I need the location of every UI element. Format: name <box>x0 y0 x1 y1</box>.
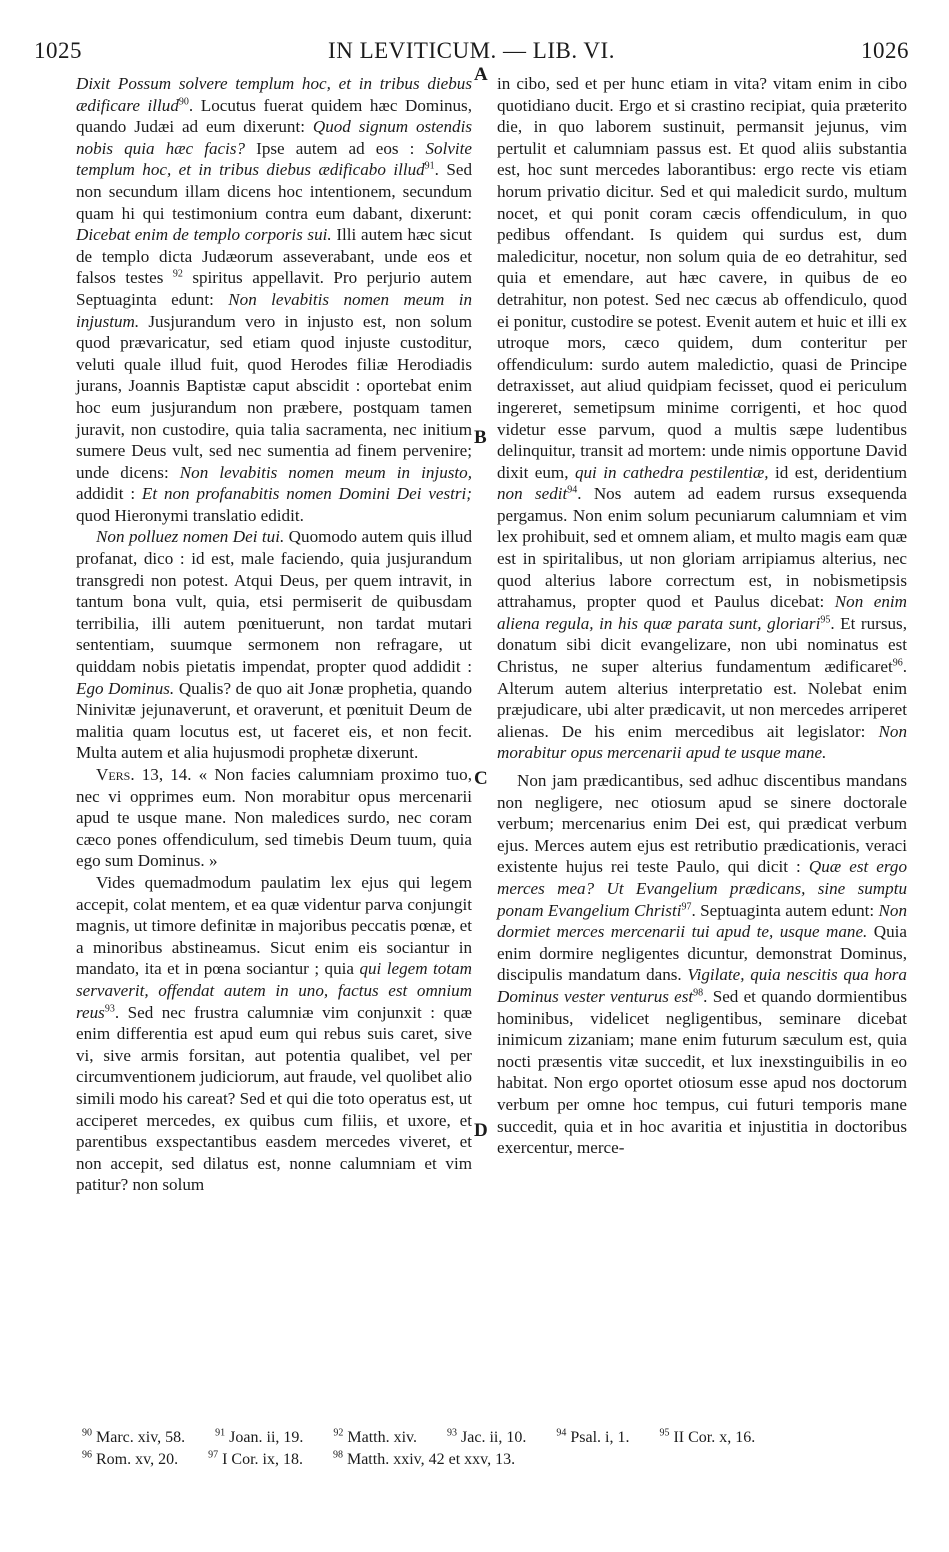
text-run: addidit : <box>76 484 142 504</box>
text-run: 13, 14. « Non facies calumniam proximo tuo, nec vi opprimes eum. Non morabitur opus mercenarii apud te usque mane. Non maledices surdo, nec coram cæco pones offendiculum, sed timebis Deum tuum, quia ego sum Dominus. » <box>76 765 472 871</box>
text-run: Jusjurandum vero in injusto est, non solum quod prævaricatur, sed etiam quod injuste custoditur, veluti quale illud fuit, quod Herodes filiæ Herodiadis jurans, Joannis Baptistæ caput abscidit : oportebat enim hoc eum jusjurandum non præbere, postquam tamen juravit, non custodire, quia talia sacramenta, nec initium sumere Deus vult, sed nec sumentia ad finem pervenire; unde dicens: <box>76 311 472 482</box>
footnote-text: II Cor. x, 16. <box>673 1429 756 1446</box>
page-number-right: 1026 <box>861 38 909 63</box>
left-column <box>76 73 472 1196</box>
paragraph <box>76 872 472 1196</box>
text-run: Quomodo autem quis illud profanat, dico : id est, male faciendo, quia jusjurandum transgredi non potest. Atqui Deus, per quem intravit, in tantum bona vult, quia, etsi permiserit de quibusdam terribilia, illi autem pœnituerunt, non tardat mutari sententiam, suumque sermonem non refragare, ut quiddam nobis pietatis impendat, propter quod addidit : <box>76 527 472 677</box>
right-column <box>497 73 907 1159</box>
footnote-text: Matth. xiv. <box>347 1429 418 1446</box>
footnote <box>333 1451 515 1468</box>
footnote-text: Marc. xiv, 58. <box>96 1429 186 1446</box>
footnote-text: Joan. ii, 19. <box>229 1429 304 1446</box>
footnote-text: I Cor. ix, 18. <box>222 1451 303 1468</box>
page-number-left: 1025 <box>34 38 82 63</box>
footnote <box>659 1429 755 1446</box>
footnote <box>208 1451 303 1468</box>
scripture-quote: Dixit Possum solvere templum hoc, et in tribus diebus ædificare illud <box>76 74 472 115</box>
scripture-quote: Non enim aliena regula, in his quæ parata sunt, gloriari <box>497 592 907 633</box>
footnote-number: 94 <box>556 1427 567 1439</box>
text-run: . Et rursus, donatum sibi dicit evangelizare, non ubi nominatus est Christus, ne super alterius fundamentum ædificaret <box>497 613 907 677</box>
text-run: Qualis? de quo ait Jonæ prophetia, quando Ninivitæ jejunaverunt, et oraverunt, et pœnituit Deum de malitia quam locutus est, ut faceret eis, et non fecit. Multa autem et alia hujusmodi prophetæ dixerunt. <box>76 678 472 763</box>
footnote-ref: 98 <box>693 987 704 999</box>
running-title: IN LEVITICUM. — LIB. VI. <box>328 38 615 63</box>
footnote-ref: 96 <box>892 657 903 669</box>
text-run: . Nos autem ad eadem rursus exsequenda pergamus. Non enim solum pecuniarum calumniam et vim lex prohibuit, sed et omnem aliam, et multo magis eam quæ est in spiritalibus, ut non gloriam arripiamus alterius, nec quod alterius labore correctum est, in nobismetipsis attrahamus, propter quod et Paulus dicebat: <box>497 484 907 612</box>
text-run: . Alterum autem alterius interpretatio est. Nolebat enim præjudicare, ubi alter prædicavit, ut non mercedes arriperet alienas. De his enim mercedibus ait legislator: <box>497 657 907 741</box>
text-run: quod Hieronymi translatio edidit. <box>76 505 304 525</box>
verse-paragraph <box>76 764 472 872</box>
footnote-number: 90 <box>82 1427 92 1439</box>
text-run: in cibo, sed et per hunc etiam in vita? vitam enim in cibo quotidiano ducit. Ergo et si crastino recipiat, quia præterito die, in quo laborem sustinuit, permansit jejunus, vim pertulit et calumniam passus est. Et quod aliis substantia est, hoc sunt mercedes laborantibus: ergo recte vis etiam horum privatio dicitur. Sed et qui maledicit surdo, multum nocet, et qui ponit coram cæcis offendiculum, in quo pedibus offendant. Is quidem qui surdus est, dum maledicitur, nocetur, non solum quia de eo detrahitur, sed quia et emendare, aut hæc cavere, in quibus de eo detrahitur, non potest. Sed nec cæcus ab offendiculo, quod ei ponitur, custodire se potest. Evenit autem et huic et illi ex utroque mors, cæco quidem, dum conteritur per offendiculum: surdo autem maledictio, quasi de Principe detraxisset, aut aliud quidpiam fecisset, quod ei periculum ingereret, semetipsum minime corrigenti, et hoc quod videtur esse parvum, quod a multis sæpe ludentibus delinquitur, transit ad mortem: unde nimis opportune David dixit eum, <box>497 74 907 482</box>
scripture-quote: Dicebat enim de templo corporis sui. <box>76 225 332 245</box>
footnote <box>82 1451 178 1468</box>
footnote-text: Jac. ii, 10. <box>461 1429 527 1446</box>
section-marker-b: B <box>474 427 487 448</box>
text-run: Non jam prædicantibus, sed adhuc discentibus mandans non negligere, nec otiosum apud se sinere doctorale verbum; mercenarius enim Dei est, qui prædicat verbum ejus. Merces autem ejus est retributio prædicationis, veraci existente hujus rei teste Paulo, qui dicit : <box>497 771 907 877</box>
text-run: id est, deridentium <box>768 462 907 482</box>
text-run: . Sed et quando dormientibus hominibus, videlicet negligentibus, seminare dicebat inimicum zizaniam; mane enim futurum sæculum est, quia nocti præsentis vitæ succedit, et lux inexstinguibilis in eo habitat. Non ergo oportet otiosum esse apud nos doctorum verbum per omne hoc tempus, cui futuri temporis mane succedit, quia et in hoc avaritia et injustitia in doctoribus exercentur, merce- <box>497 986 907 1158</box>
scripture-quote: Et non profanabitis nomen Domini Dei vestri; <box>141 484 472 504</box>
text-run: . Sed nec frustra calumniæ vim conjunxit : quæ enim differentia est apud eum qui rebus suis caret, sive vi, sive armis forsitan, aut potentia qualibet, vel per circumventionem judiciorum, aut fraude, vel quolibet alio simili modo his careat? Sed et qui die toto operatus est, ut acciperet mercedes, ex quibus cum filiis, et uxore, et parentibus exspectantibus easdem mercedes viveret, et non accepit, sed dilatus est, nonne calumniam et vim patitur? non solum <box>76 1002 472 1195</box>
text-run: Illi autem hæc sicut de templo dicta Judæorum asseverabant, unde eos et falsos testes <box>76 225 472 288</box>
text-run: . Locutus fuerat quidem hæc Dominus, quando Judæi ad eum dixerunt: <box>76 95 472 137</box>
footnote-number: 92 <box>333 1427 344 1439</box>
footnote <box>333 1429 417 1446</box>
footnote-ref: 95 <box>820 614 831 626</box>
scripture-quote: qui legem totam servaverit, offendat autem in uno, factus est omnium reus <box>76 959 472 1022</box>
footnote <box>215 1429 303 1446</box>
footnote-number: 91 <box>215 1427 226 1439</box>
scripture-quote: Vigilate, quia nescitis qua hora Dominus vester venturus est <box>497 965 907 1006</box>
footnote-number: 95 <box>659 1427 670 1439</box>
footnote <box>82 1429 185 1446</box>
scripture-quote: qui in cathedra pestilentiæ, <box>574 462 769 482</box>
scripture-quote: Non dormiet merces mercenarii tui apud te, usque mane. <box>497 900 907 942</box>
footnote-number: 98 <box>332 1449 343 1461</box>
text-run: Ipse autem ad eos : <box>245 138 426 158</box>
running-header <box>34 38 909 68</box>
footnotes-line-1 <box>82 1427 912 1449</box>
text-run: . Sed non secundum illam dicens hoc intentionem, secundum quam hi qui testimonium contra eum dabant, dixerunt: <box>76 160 473 223</box>
footnote-ref: 90 <box>178 95 189 107</box>
text-run: Vides quemadmodum paulatim lex ejus qui legem accepit, colat mentem, et ea quæ videntur parva conjungit magnis, ut timore definitæ in majoribus peccatis pœnæ, et a minoribus abstineamus. Sicut enim eis sociantur in mandato, ita et in pœna sociantur ; quia <box>76 872 472 979</box>
scripture-quote: Ego Dominus. <box>76 678 175 698</box>
paragraph <box>76 526 472 764</box>
verse-label: Vers. <box>96 765 135 784</box>
scripture-quote: Non levabitis nomen meum in injusto, <box>179 462 472 482</box>
footnote <box>556 1429 629 1446</box>
scripture-quote: non sedit <box>497 484 568 504</box>
footnote-ref: 93 <box>104 1002 115 1014</box>
footnote-number: 96 <box>82 1449 92 1461</box>
section-marker-d: D <box>474 1120 488 1141</box>
footnote-ref: 97 <box>681 900 692 912</box>
footnote-ref: 94 <box>567 484 578 496</box>
scripture-quote: Solvite templum hoc, et in tribus diebus ædificabo illud <box>76 138 472 180</box>
footnote-number: 97 <box>208 1449 219 1461</box>
text-run: Quia enim dormire negligentes dicuntur, demonstrat Dominus, discipulis mandatum dans. <box>497 922 907 985</box>
scripture-quote: Quæ est ergo merces mea? Ut Evangelium prædicans, sine sumptu ponam Evangelium Christi <box>497 857 907 920</box>
footnote-ref: 91 <box>424 160 435 172</box>
footnote-number: 93 <box>447 1427 458 1439</box>
footnote <box>447 1429 526 1446</box>
footnotes-line-2 <box>82 1449 912 1471</box>
paragraph <box>76 73 472 526</box>
footnote-text: Psal. i, 1. <box>570 1429 630 1446</box>
footnote-ref: 92 <box>172 268 183 280</box>
paragraph <box>497 73 907 764</box>
scripture-quote: Non polluez nomen Dei tui. <box>96 527 285 547</box>
scripture-quote: Non morabitur opus mercenarii apud te usque mane. <box>497 721 907 763</box>
paragraph <box>497 770 907 1159</box>
text-run: . Septuaginta autem edunt: <box>691 900 879 920</box>
text-run: spiritus appellavit. Pro perjurio autem Septuaginta edunt: <box>76 268 472 309</box>
section-marker-c: C <box>474 768 488 789</box>
footnote-text: Rom. xv, 20. <box>96 1451 179 1468</box>
section-marker-a: A <box>474 64 488 85</box>
footnote-text: Matth. xxiv, 42 et xxv, 13. <box>346 1451 516 1468</box>
scripture-quote: Non levabitis nomen meum in injustum. <box>76 289 472 331</box>
scripture-quote: Quod signum ostendis nobis quia hæc facis? <box>76 117 472 158</box>
